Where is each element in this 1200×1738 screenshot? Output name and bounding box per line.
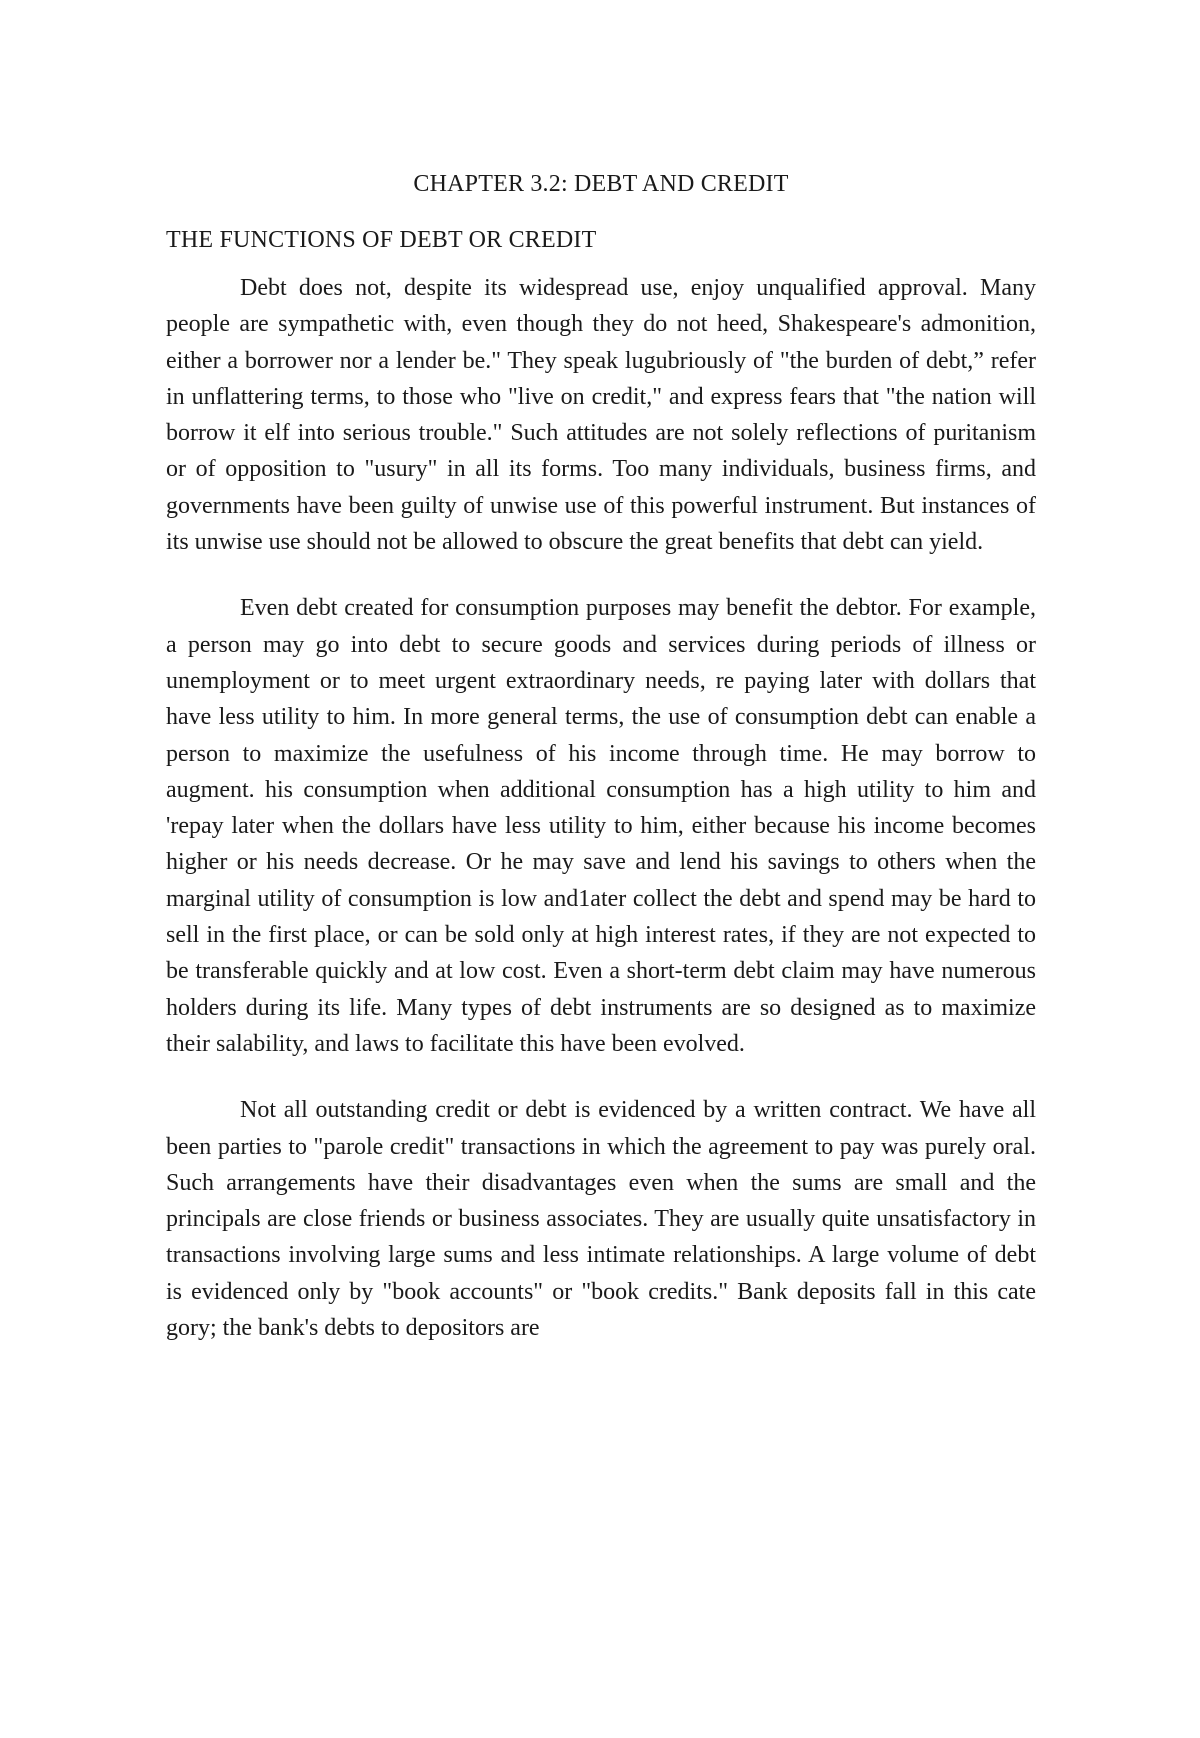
- paragraph-3: Not all outstanding credit or debt is evidenced by a written contract. We have all been parties to "parole credit" transactions in which the agreement to pay was purely oral. Such arrangements have their disadvantages even when the sums are small and the principals are close friends or business associates. They are usually quite unsatisfactory in transactions involving large sums and less intimate relationships. A large volume of debt is evidenced only by "book accounts" or "book credits." Bank deposits fall in this cate gory; the bank's debts to depositors are: [166, 1097, 1036, 1342]
- paragraph-1: Debt does not, despite its widespread use, enjoy unqualified approval. Many people are sympathetic with, even though they do not heed, Shakespeare's admonition, either a borrower nor a lender be." They speak lugubriously of "the burden of debt,” refer in unflattering terms, to those who "live on credit," and express fears that "the nation will borrow it elf into serious trouble." Such attitudes are not solely reflections of puritanism or of opposition to "usury" in all its forms. Too many individuals, business firms, and governments have been guilty of unwise use of this powerful instrument. But instances of its unwise use should not be allowed to obscure the great benefits that debt can yield.: [166, 275, 1036, 556]
- document-page: [166, 166, 1036, 1376]
- paragraph-2: Even debt created for consumption purposes may benefit the debtor. For example, a person may go into debt to secure goods and services during periods of illness or unemployment or to meet urgent extraordinary needs, re paying later with dollars that have less utility to him. In more general terms, the use of consumption debt can enable a person to maximize the usefulness of his income through time. He may borrow to augment. his consumption when additional consumption has a high utility to him and 'repay later when the dollars have less utility to him, either because his income becomes higher or his needs decrease. Or he may save and lend his savings to others when the marginal utility of consumption is low and1ater collect the debt and spend may be hard to sell in the first place, or can be sold only at high interest rates, if they are not expected to be transferable quickly and at low cost. Even a short-term debt claim may have numerous holders during its life. Many types of debt instruments are so designed as to maximize their salability, and laws to facilitate this have been evolved.: [166, 595, 1036, 1057]
- chapter-title: CHAPTER 3.2: DEBT AND CREDIT: [413, 171, 789, 197]
- section-heading: THE FUNCTIONS OF DEBT OR CREDIT: [166, 227, 597, 253]
